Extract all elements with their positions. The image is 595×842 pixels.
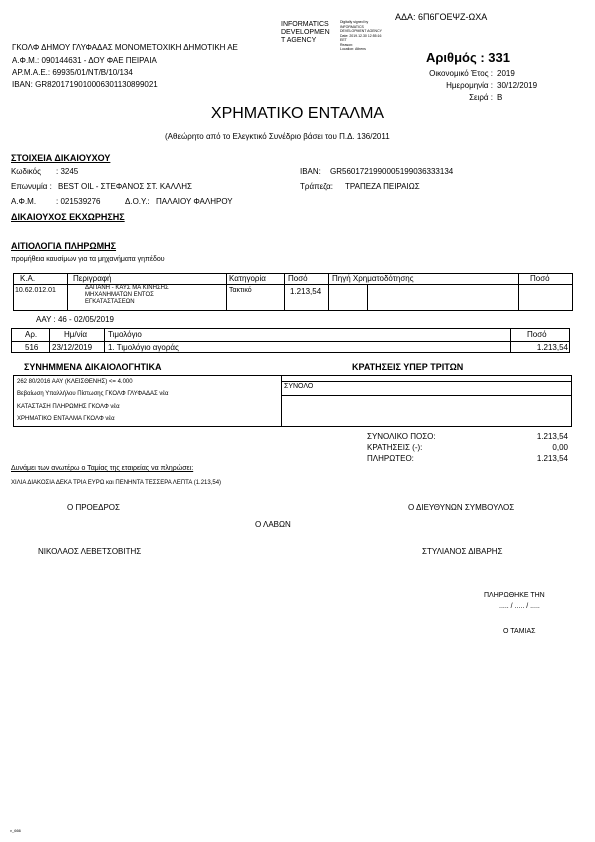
amount-in-words: ΧΙΛΙΑ ΔΙΑΚΟΣΙΑ ΔΕΚΑ ΤΡΙΑ ΕΥΡΩ και ΠΕΝΗΝΤΑ ΤΕΣΣΕΡΑ ΛΕΠΤΑ (1.213,54) <box>11 480 222 486</box>
managing-director-title: Ο ΔΙΕΥΘΥΝΩΝ ΣΥΜΒΟΥΛΟΣ <box>408 503 515 512</box>
justification-heading: ΑΙΤΙΟΛΟΓΙΑ ΠΛΗΡΩΜΗΣ <box>11 241 117 251</box>
name-label: Επωνυμία : <box>11 182 52 191</box>
attachment-item: ΧΡΗΜΑΤΙΚΟ ΕΝΤΑΛΜΑ ΓΚΟΛΦ νέα <box>17 416 115 422</box>
logo-line: DEVELOPMEN <box>281 29 330 36</box>
table-cell-amount: 1.213,54 <box>290 287 322 296</box>
president-name: ΝΙΚΟΛΑΟΣ ΛΕΒΕΤΣΟΒΙΤΗΣ <box>38 547 142 556</box>
org-afm: Α.Φ.Μ.: 090144631 - ΔΟΥ ΦΑΕ ΠΕΙΡΑΙΑ <box>12 56 157 65</box>
org-iban: IBAN: GR8201719010006301130899021 <box>12 80 158 89</box>
aay-reference: ΑΑΥ : 46 - 02/05/2019 <box>36 315 114 324</box>
table-cell-invoice: 1. Τιμολόγιο αγοράς <box>108 343 179 352</box>
header-cell: Ποσό <box>288 274 308 283</box>
supporting-heading: ΣΥΝΗΜΜΕΝΑ ΔΙΚΑΙΟΛΟΓΗΤΙΚΑ <box>24 362 162 372</box>
header-cell: Αρ. <box>25 330 38 339</box>
org-armae: ΑΡ.Μ.Α.Ε.: 69935/01/ΝΤ/Β/10/134 <box>12 68 133 77</box>
authorization-text: Δυνάμει των ανωτέρω ο Ταμίας της εταιρείας να πληρώσει: <box>11 465 194 472</box>
payable-label: ΠΛΗΡΩΤΕΟ: <box>367 454 414 463</box>
voucher-date: 30/12/2019 <box>497 81 538 90</box>
fiscal-year-label: Οικονομικό Έτος : <box>429 69 493 78</box>
beneficiary-iban: GR5601721990005199036333134 <box>330 167 454 176</box>
payable-value: 1.213,54 <box>536 454 568 463</box>
header-cell: Κατηγορία <box>229 274 266 283</box>
withholdings-value: 0,00 <box>552 443 568 452</box>
fiscal-year: 2019 <box>497 69 515 78</box>
header-cell: Ποσό <box>530 274 550 283</box>
voucher-number: Αριθμός : 331 <box>426 50 510 65</box>
table-cell-amount: 1.213,54 <box>536 343 568 352</box>
code-label: Κωδικός <box>11 167 41 176</box>
header-cell: Ποσό <box>527 330 547 339</box>
beneficiary-code: : 3245 <box>56 167 79 176</box>
afm-label: Α.Φ.Μ. <box>11 197 37 206</box>
beneficiary-bank: ΤΡΑΠΕΖΑ ΠΕΙΡΑΙΩΣ <box>345 182 420 191</box>
receiver-title: Ο ΛΑΒΩΝ <box>255 520 291 529</box>
withholdings-heading: ΚΡΑΤΗΣΕΙΣ ΥΠΕΡ ΤΡΙΤΩΝ <box>352 362 464 372</box>
beneficiary-doy: ΠΑΛΑΙΟΥ ΦΑΛΗΡΟΥ <box>156 197 233 206</box>
ada-code: ΑΔΑ: 6Π6ΓΟΕΨΖ-ΩΧΑ <box>395 12 488 22</box>
header-cell: Κ.Α. <box>20 274 36 283</box>
table-cell-description: ΔΑΠΑΝΗ - ΚΑΥΣ ΜΑ ΚΙΝΗΣΗΣ ΜΗΧΑΝΗΜΑΤΩΝ ΕΝΤΟΣ ΕΓΚΑΤΑΣΤΑΣΕΩΝ <box>85 285 169 305</box>
total-label: ΣΥΝΟΛΙΚΟ ΠΟΣΟ: <box>367 432 436 441</box>
page-title: ΧΡΗΜΑΤΙΚΟ ΕΝΤΑΛΜΑ <box>210 105 385 122</box>
table-cell-no: 516 <box>25 343 39 352</box>
attachment-item: 262 80/2016 ΑΑΥ (ΚΛΕΙΣΘΕΝΗΣ) <= 4.000 <box>17 379 133 385</box>
withholdings-label: ΚΡΑΤΗΣΕΙΣ (-): <box>367 443 423 452</box>
withholdings-total-label: ΣΥΝΟΛΟ <box>284 383 314 390</box>
paid-label: ΠΛΗΡΩΘΗΚΕ ΤΗΝ <box>484 592 545 599</box>
org-name: ΓΚΟΛΦ ΔΗΜΟΥ ΓΛΥΦΑΔΑΣ ΜΟΝΟΜΕΤΟΧΙΚΗ ΔΗΜΟΤΙΚΗ ΑΕ <box>12 43 238 52</box>
cashier-title: Ο ΤΑΜΙΑΣ <box>503 628 536 635</box>
logo-line: T AGENCY <box>281 37 317 44</box>
table-cell-date: 23/12/2019 <box>52 343 93 352</box>
total-value: 1.213,54 <box>536 432 568 441</box>
table-cell-ka: 10.62.012.01 <box>15 287 56 294</box>
beneficiary-name: BEST OIL - ΣΤΕΦΑΝΟΣ ΣΤ. ΚΑΛΛΗΣ <box>58 182 192 191</box>
digital-signature-stamp: Digitally signed by INFORMATICS DEVELOPMENT AGENCY Date: 2019.12.30 12:55:16 EET Reason: Location: Athens <box>340 20 382 51</box>
assignee-heading: ΔΙΚΑΙΟΥΧΟΣ ΕΚΧΩΡΗΣΗΣ <box>11 212 125 222</box>
iban-label: IBAN: <box>300 167 321 176</box>
attachment-item: ΚΑΤΑΣΤΑΣΗ ΠΛΗΡΩΜΗΣ ΓΚΟΛΦ νέα <box>17 404 120 410</box>
managing-director-name: ΣΤΥΛΙΑΝΟΣ ΔΙΒΑΡΗΣ <box>422 547 503 556</box>
beneficiary-heading: ΣΤΟΙΧΕΙΑ ΔΙΚΑΙΟΥΧΟΥ <box>11 153 111 163</box>
doy-label: Δ.Ο.Υ.: <box>125 197 150 206</box>
header-cell: Τιμολόγιο <box>108 330 142 339</box>
beneficiary-afm: : 021539276 <box>56 197 101 206</box>
paid-date: ..... / ..... / ..... <box>499 603 540 610</box>
bank-label: Τράπεζα: <box>300 182 333 191</box>
attachment-item: Βεβαίωση Υπαλλήλου Πίστωσης ΓΚΟΛΦ ΓΛΥΦΑΔΑΣ νέα <box>17 391 169 397</box>
logo-line: INFORMATICS <box>281 21 329 28</box>
series-label: Σειρά : <box>469 93 493 102</box>
series: Β <box>497 93 503 102</box>
header-cell: Ημ/νία <box>64 330 88 339</box>
president-title: Ο ΠΡΟΕΔΡΟΣ <box>67 503 120 512</box>
date-label: Ημερομηνία : <box>446 81 493 90</box>
justification-text: προμήθεια καυσίμων για τα μηχανήματα γηπέδου <box>11 256 165 263</box>
footer-code: ν_666 <box>10 828 21 833</box>
table-cell-category: Τακτικό <box>229 287 252 294</box>
page-subtitle: (Αθεώρητο από το Ελεγκτικό Συνέδριο βάσει του Π.Δ. 136/2011 <box>165 132 390 141</box>
header-cell: Περιγραφή <box>73 274 112 283</box>
header-cell: Πηγή Χρηματοδότησης <box>332 274 414 283</box>
